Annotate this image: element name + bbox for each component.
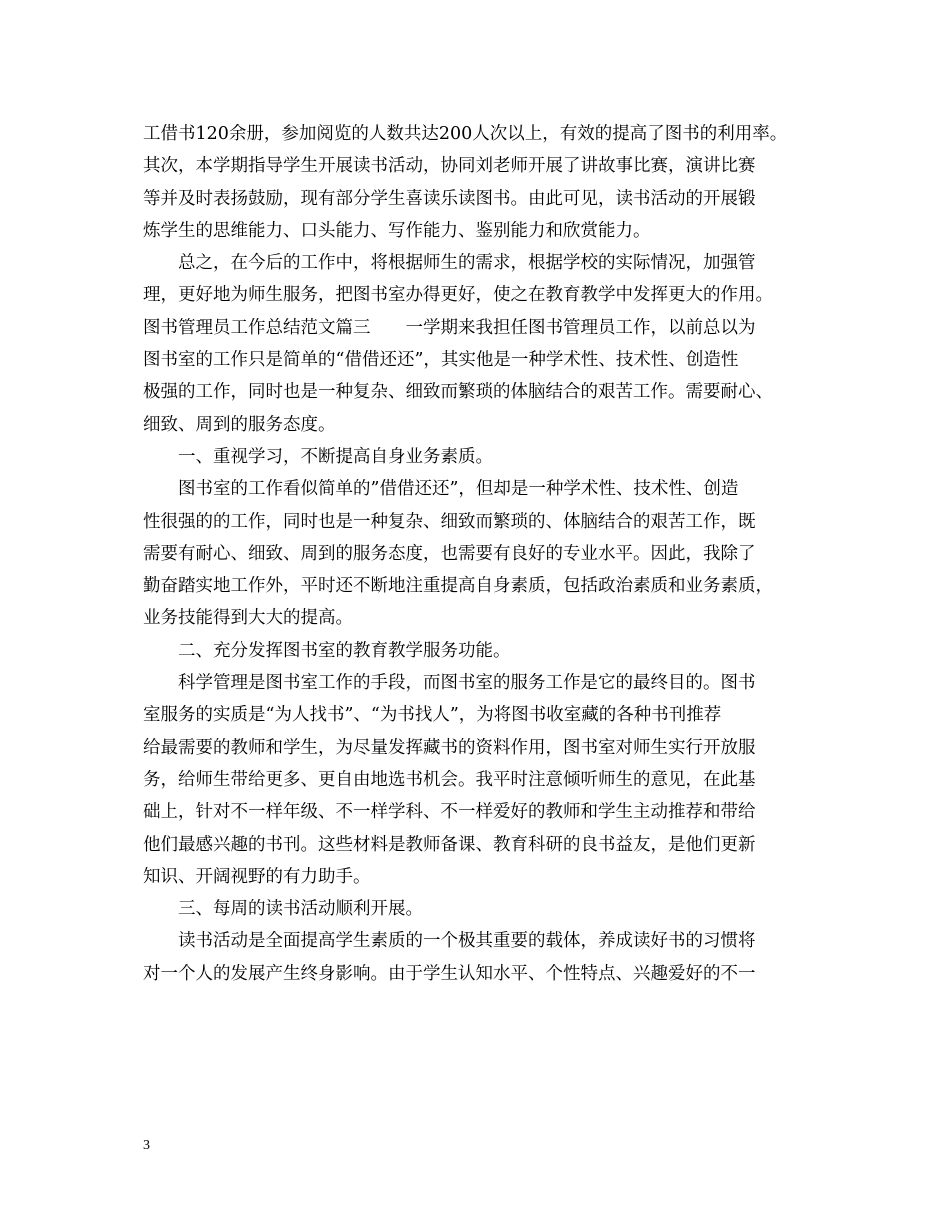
text-line: 性很强的的工作，同时也是一种复杂、细致而繁琐的、体脑结合的艰苦工作，既	[143, 511, 756, 532]
text-line: 其次，本学期指导学生开展读书活动，协同刘老师开展了讲故事比赛，演讲比赛	[143, 156, 756, 177]
text-line: 等并及时表扬鼓励，现有部分学生喜读乐读图书。由此可见，读书活动的开展锻	[143, 188, 756, 209]
text-line: 理，更好地为师生服务，把图书室办得更好，使之在教育教学中发挥更大的作用。	[143, 285, 773, 306]
text-line: 业务技能得到大大的提高。	[143, 608, 353, 629]
text-line: 科学管理是图书室工作的手段，而图书室的服务工作是它的最终目的。图书	[178, 673, 756, 694]
text-line: 图书室的工作看似简单的”借借还还”，但却是一种学术性、技术性、创造	[178, 479, 739, 500]
page-number: 3	[143, 1138, 150, 1153]
text-line: 一、重视学习，不断提高自身业务素质。	[178, 446, 493, 467]
text-line: 炼学生的思维能力、口头能力、写作能力、鉴别能力和欣赏能力。	[143, 220, 651, 241]
text-line: 对一个人的发展产生终身影响。由于学生认知水平、个性特点、兴趣爱好的不一	[143, 963, 756, 984]
text-line: 勤奋踏实地工作外，平时还不断地注重提高自身素质，包括政治素质和业务素质，	[143, 576, 773, 597]
text-line: 他们最感兴趣的书刊。这些材料是教师备课、教育科研的良书益友，是他们更新	[143, 834, 756, 855]
text-line: 务，给师生带给更多、更自由地选书机会。我平时注意倾听师生的意见，在此基	[143, 769, 756, 790]
text-line: 给最需要的教师和学生，为尽量发挥藏书的资料作用，图书室对师生实行开放服	[143, 737, 756, 758]
text-line: 读书活动是全面提高学生素质的一个极其重要的载体，养成读好书的习惯将	[178, 931, 756, 952]
text-line: 三、每周的读书活动顺利开展。	[178, 899, 423, 920]
text-line: 极强的工作，同时也是一种复杂、细致而繁琐的体脑结合的艰苦工作。需要耐心、	[143, 382, 773, 403]
document-body	[143, 118, 823, 990]
text-line: 需要有耐心、细致、周到的服务态度，也需要有良好的专业水平。因此，我除了	[143, 543, 756, 564]
text-line: 工借书120余册，参加阅览的人数共达200人次以上，有效的提高了图书的利用率。	[143, 124, 788, 144]
text-line: 图书管理员工作总结范文篇三 一学期来我担任图书管理员工作，以前总以为	[143, 317, 756, 338]
text-line: 图书室的工作只是简单的“借借还还”，其实他是一种学术性、技术性、创造性	[143, 350, 739, 371]
text-line: 础上，针对不一样年级、不一样学科、不一样爱好的教师和学生主动推荐和带给	[143, 802, 756, 823]
text-line: 二、充分发挥图书室的教育教学服务功能。	[178, 640, 511, 661]
text-line: 总之，在今后的工作中，将根据师生的需求，根据学校的实际情况，加强管	[178, 253, 756, 274]
text-line: 细致、周到的服务态度。	[143, 414, 336, 435]
text-line: 知识、开阔视野的有力助手。	[143, 866, 371, 887]
text-line: 室服务的实质是“为人找书”、“为书找人”，为将图书收室藏的各种书刊推荐	[143, 705, 722, 726]
